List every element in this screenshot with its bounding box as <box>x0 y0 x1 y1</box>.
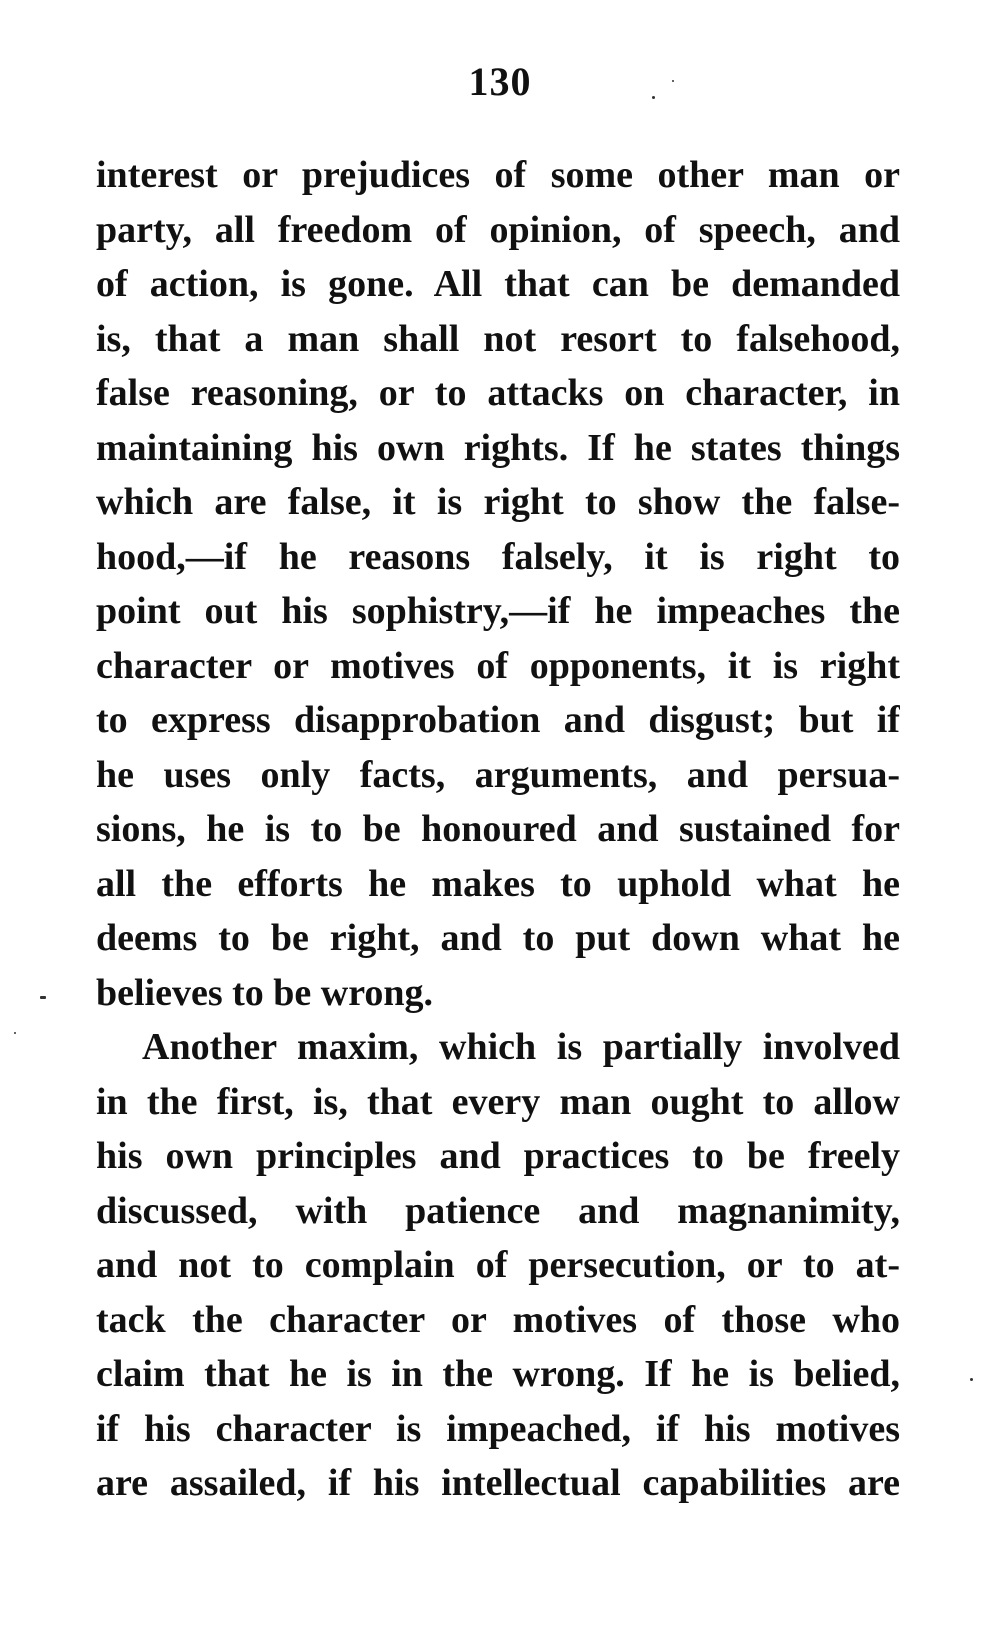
scan-speck <box>672 80 674 82</box>
text-line: in the first, is, that every man ought to allow <box>96 1080 900 1123</box>
paragraph-start-line: Another maxim, which is partially involved <box>142 1026 900 1068</box>
text-line: are assailed, if his intellectual capabilities are <box>96 1462 900 1504</box>
text-line: tack the character or motives of those who <box>96 1298 900 1341</box>
text-line: character or motives of opponents, it is right <box>96 644 900 687</box>
text-line: discussed, with patience and magnanimity, <box>96 1189 900 1232</box>
text-line: false reasoning, or to attacks on character, in <box>96 372 900 414</box>
text-line: hood,—if he reasons falsely, it is right to <box>96 535 900 578</box>
scan-speck <box>970 1378 973 1381</box>
text-line: claim that he is in the wrong. If he is belied, <box>96 1353 900 1395</box>
text-line: he uses only facts, arguments, and persua- <box>96 753 900 796</box>
text-line: which are false, it is right to show the false- <box>96 481 900 523</box>
text-line: point out his sophistry,—if he impeaches the <box>96 590 900 632</box>
text-line: if his character is impeached, if his motives <box>96 1407 900 1450</box>
text-line: sions, he is to be honoured and sustained for <box>96 808 900 850</box>
text-line: is, that a man shall not resort to falsehood, <box>96 317 900 360</box>
scan-speck <box>652 96 655 99</box>
text-line: of action, is gone. All that can be demanded <box>96 263 900 305</box>
text-line: interest or prejudices of some other man or <box>96 154 900 196</box>
text-line: his own principles and practices to be freely <box>96 1135 900 1177</box>
text-line: deems to be right, and to put down what he <box>96 917 900 959</box>
scan-speck <box>14 1032 16 1034</box>
text-line: all the efforts he makes to uphold what he <box>96 862 900 905</box>
scan-speck <box>40 996 46 999</box>
text-line: to express disapprobation and disgust; but if <box>96 699 900 741</box>
text-line: maintaining his own rights. If he states things <box>96 426 900 469</box>
text-line: party, all freedom of opinion, of speech, and <box>96 208 900 251</box>
text-line: and not to complain of persecution, or to at- <box>96 1244 900 1286</box>
page-number: 130 <box>468 59 532 104</box>
body-text <box>96 148 900 1511</box>
paragraph-end-line: believes to be wrong. <box>96 971 434 1014</box>
